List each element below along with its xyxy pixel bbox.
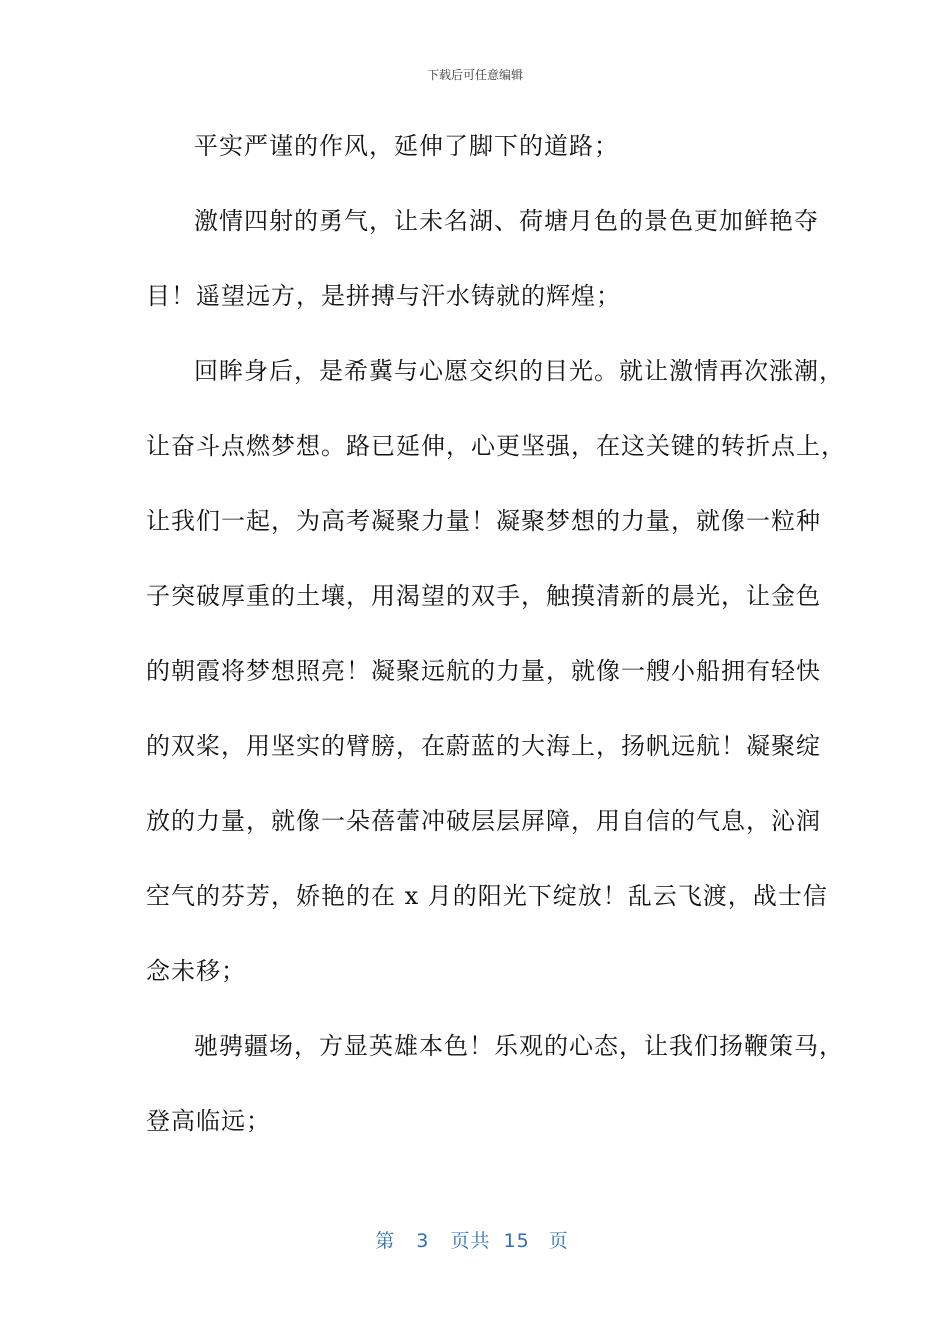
paragraph-line: 登高临远； xyxy=(146,1107,271,1135)
page-footer xyxy=(0,1226,950,1253)
current-page-number: 3 xyxy=(416,1230,430,1252)
paragraph-line: 驰骋疆场，方显英雄本色！乐观的心态，让我们扬鞭策马， xyxy=(194,1032,844,1060)
page-header: 下载后可任意编辑 xyxy=(426,68,523,82)
paragraph-line: 的双桨，用坚实的臂膀，在蔚蓝的大海上，扬帆远航！凝聚绽 xyxy=(146,732,821,760)
footer-prefix: 第 xyxy=(375,1230,396,1252)
footer-middle: 页共 xyxy=(450,1230,491,1252)
paragraph-line: 放的力量，就像一朵蓓蕾冲破层层屏障，用自信的气息，沁润 xyxy=(146,807,821,835)
paragraph-line: 平实严谨的作风，延伸了脚下的道路； xyxy=(194,132,619,160)
paragraph-line: 回眸身后，是希冀与心愿交织的目光。就让激情再次涨潮， xyxy=(194,357,844,385)
paragraph-line: 空气的芬芳，娇艳的在 x 月的阳光下绽放！乱云飞渡，战士信 xyxy=(146,882,828,910)
paragraph-line: 让我们一起，为高考凝聚力量！凝聚梦想的力量，就像一粒种 xyxy=(146,507,821,535)
paragraph-line: 子突破厚重的土壤，用渴望的双手，触摸清新的晨光，让金色 xyxy=(146,582,821,610)
paragraph-line: 念未移； xyxy=(146,957,246,985)
total-page-count: 15 xyxy=(503,1230,530,1252)
footer-suffix: 页 xyxy=(548,1230,569,1252)
paragraph-line: 目！遥望远方，是拼搏与汗水铸就的辉煌； xyxy=(146,282,621,310)
paragraph-line: 的朝霞将梦想照亮！凝聚远航的力量，就像一艘小船拥有轻快 xyxy=(146,657,821,685)
paragraph-line: 激情四射的勇气，让未名湖、荷塘月色的景色更加鲜艳夺 xyxy=(194,207,819,235)
paragraph-line: 让奋斗点燃梦想。路已延伸，心更坚强，在这关键的转折点上， xyxy=(146,432,846,460)
document-body xyxy=(146,116,846,1166)
